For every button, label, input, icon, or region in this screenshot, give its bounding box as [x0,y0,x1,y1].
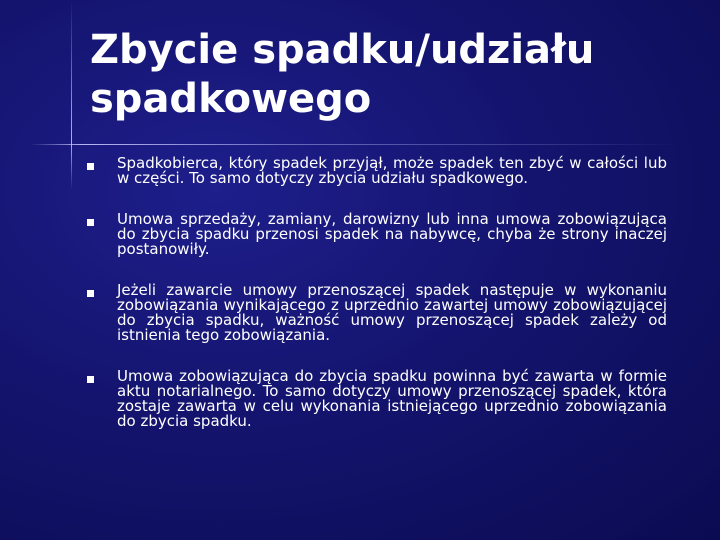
bullet-list [87,156,667,455]
bullet-text: Umowa zobowiązująca do zbycia spadku powinna być zawarta w formie aktu notarialnego. To samo dotyczy umowy przenoszącej spadek, która zostaje zawarta w celu wykonania istniejącego uprzednio zobowiązania do zbycia spadku. [117,367,667,430]
square-bullet-icon [87,290,94,297]
decorative-vertical-line [71,0,72,190]
slide-title: Zbycie spadku/udziału spadkowego [90,27,595,122]
bullet-item [87,212,667,257]
bullet-item [87,156,667,186]
bullet-item [87,369,667,429]
square-bullet-icon [87,219,94,226]
square-bullet-icon [87,376,94,383]
bullet-item [87,283,667,343]
decorative-horizontal-line [30,144,680,145]
bullet-text: Spadkobierca, który spadek przyjął, może spadek ten zbyć w całości lub w części. To samo dotyczy zbycia udziału spadkowego. [117,154,667,187]
bullet-text: Umowa sprzedaży, zamiany, darowizny lub inna umowa zobowiązująca do zbycia spadku przenosi spadek na nabywcę, chyba że strony inaczej postanowiły. [117,210,667,258]
bullet-text: Jeżeli zawarcie umowy przenoszącej spadek następuje w wykonaniu zobowiązania wynikającego z uprzednio zawartej umowy zobowiązującej do zbycia spadku, ważność umowy przenoszącej spadek zależy od istnienia tego zobowiązania. [117,281,667,344]
square-bullet-icon [87,163,94,170]
